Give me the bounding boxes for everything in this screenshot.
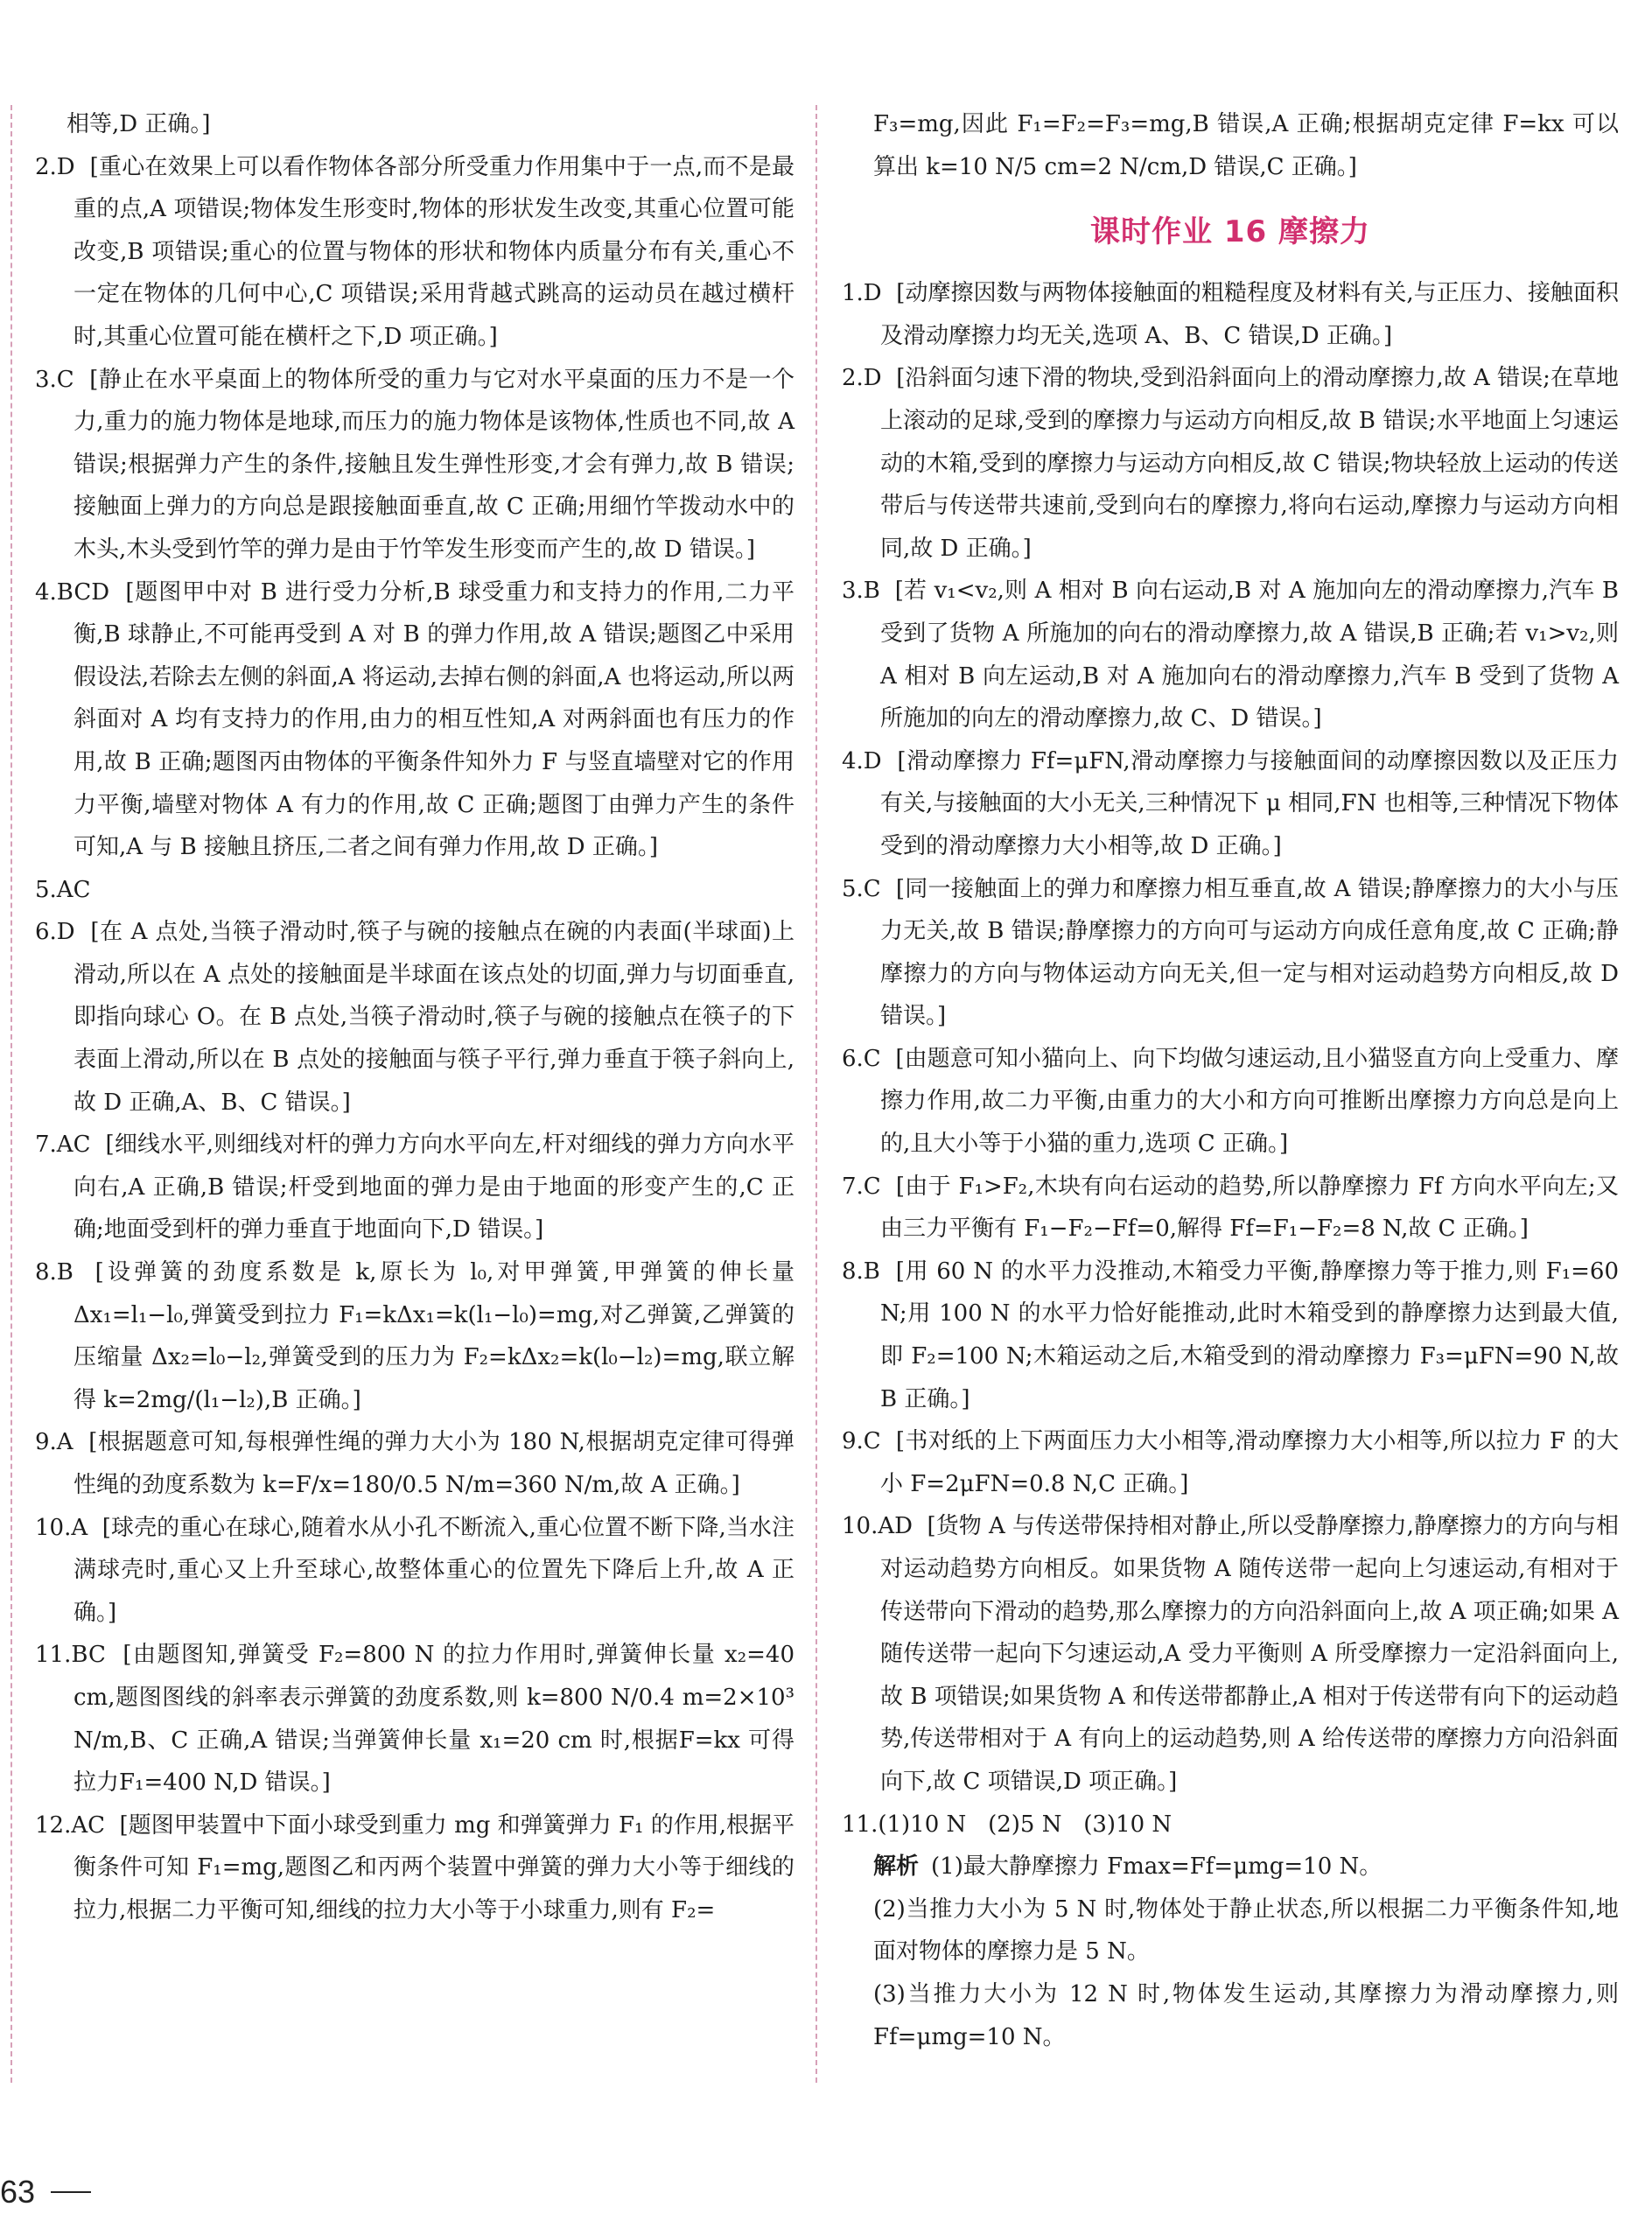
answer-item-4: 4.BCD [题图甲中对 B 进行受力分析,B 球受重力和支持力的作用,二力平衡,B 球静止,不可能再受到 A 对 B 的弹力作用,故 A 错误;题图乙中采用假设法,若除去左侧的斜面,A 将运动,去掉右侧的斜面,A 也将运动,所以两斜面对 A 均有支持力的作用,由力的相互性知,A 对两斜面也有压力的作用,故 B 正确;题图丙由物体的平衡条件知外力 F 与竖直墙壁对它的作用力平衡,墙壁对物体 A 有力的作用,故 C 正确;题图丁由弹力产生的条件可知,A 与 B 接触且挤压,二者之间有弹力作用,故 D 正确。] (35, 578, 794, 861)
answer-item-10: 10.AD [货物 A 与传送带保持相对静止,所以受静摩擦力,静摩擦力的方向与相对运动趋势方向相反。如果货物 A 随传送带一起向上匀速运动,有相对于传送带向下滑动的趋势,那么摩擦力的方向沿斜面向上,故 A 项正确;如果 A 随传送带一起向下匀速运动,A 受力平衡则 A 所受摩擦力一定沿斜面向上,故 B 项错误;如果货物 A 和传送带都静止,A 相对于传送带有向下的运动趋势,传送带相对于 A 有向上的运动趋势,则 A 给传送带的摩擦力方向沿斜面向下,故 C 项错误,D 项正确。] (842, 1513, 1627, 1795)
answer-item-9: 9.C [书对纸的上下两面压力大小相等,滑动摩擦力大小相等,所以拉力 F 的大小 F=2μFN=0.8 N,C 正确。] (842, 1428, 1619, 1497)
answer-item-7: 7.C [由于 F₁>F₂,木块有向右运动的趋势,所以静摩擦力 Ff 方向水平向左;又由三力平衡有 F₁−F₂−Ff=0,解得 Ff=F₁−F₂=8 N,故 C 正确。] (842, 1173, 1619, 1243)
answer-item-4: 4.D [滑动摩擦力 Ff=μFN,滑动摩擦力与接触面间的动摩擦因数以及正压力有关,与接触面的大小无关,三种情况下 μ 相同,FN 也相等,三种情况下物体受到的滑动摩擦力大小相等,故 D 正确。] (842, 747, 1619, 859)
answer-item-9: 9.A [根据题意可知,每根弹性绳的弹力大小为 180 N,根据胡克定律可得弹性绳的劲度系数为 k=F/x=180/0.5 N/m=360 N/m,故 A 正确。] (35, 1429, 794, 1498)
left-column (35, 103, 802, 1932)
analysis-line-2: (2)当推力大小为 5 N 时,物体处于静止状态,所以根据二力平衡条件知,地面对物体的摩擦力是 5 N。 (873, 1895, 1619, 1965)
answer-item-7: 7.AC [细线水平,则细线对杆的弹力方向水平向左,杆对细线的弹力方向水平向右,A 正确,B 错误;杆受到地面的弹力是由于地面的形变产生的,C 正确;地面受到杆的弹力垂直于地面向下,D 错误。] (35, 1132, 794, 1244)
analysis-line-3: (3)当推力大小为 12 N 时,物体发生运动,其摩擦力为滑动摩擦力,则 Ff=μmg=10 N。 (873, 1980, 1627, 2050)
answer-item-5: 5.AC (35, 876, 91, 903)
answer-item-2: 2.D [重心在效果上可以看作物体各部分所受重力作用集中于一点,而不是最重的点,A 项错误;物体发生形变时,物体的形状发生改变,其重心位置可能改变,B 项错误;重心的位置与物体的形状和物体内质量分布有关,重心不一定在物体的几何中心,C 项错误;采用背越式跳高的运动员在越过横杆时,其重心位置可能在横杆之下,D 项正确。] (35, 153, 794, 350)
answer-item-3: 3.C [静止在水平桌面上的物体所受的重力与它对水平桌面的压力不是一个力,重力的施力物体是地球,而压力的施力物体是该物体,性质也不同,故 A 错误;根据弹力产生的条件,接触且发生弹性形变,才会有弹力,故 B 错误;接触面上弹力的方向总是跟接触面垂直,故 C 正确;用细竹竿拨动水中的木头,木头受到竹竿的弹力是由于竹竿发生形变而产生的,故 D 错误。] (35, 366, 802, 563)
column-divider (816, 105, 817, 2083)
analysis-line-1 (842, 1846, 1619, 1888)
answer-item-12: 12.AC [题图甲装置中下面小球受到重力 mg 和弹簧弹力 F₁ 的作用,根据平衡条件可知 F₁=mg,题图乙和丙两个装置中弹簧的弹力大小等于细线的拉力,根据二力平衡可知,细线的拉力大小等于小球重力,则有 F₂= (35, 1811, 794, 1923)
answer-item-1: 1.D [动摩擦因数与两物体接触面的粗糙程度及材料有关,与正压力、接触面积及滑动摩擦力均无关,选项 A、B、C 错误,D 正确。] (842, 280, 1619, 349)
page-number-dash (51, 2191, 91, 2193)
answer-item-8: 8.B [用 60 N 的水平力没推动,木箱受力平衡,静摩擦力等于推力,则 F₁=60 N;用 100 N 的水平力恰好能推动,此时木箱受到的静摩擦力达到最大值,即 F₂=100 N;木箱运动之后,木箱受到的滑动摩擦力 F₃=μFN=90 N,故 B 正确。] (842, 1258, 1627, 1412)
answer-item-3: 3.B [若 v₁<v₂,则 A 相对 B 向右运动,B 对 A 施加向左的滑动摩擦力,汽车 B 受到了货物 A 所施加的向右的滑动摩擦力,故 A 错误,B 正确;若 v₁>v₂,则 A 相对 B 向左运动,B 对 A 施加向右的滑动摩擦力,汽车 B 受到了货物 A 所施加的向左的滑动摩擦力,故 C、D 错误。] (842, 578, 1627, 732)
answer-item-10: 10.A [球壳的重心在球心,随着水从小孔不断流入,重心位置不断下降,当水注满球壳时,重心又上升至球心,故整体重心的位置先下降后上升,故 A 正确。] (35, 1514, 794, 1626)
section-title: 课时作业 16 摩擦力 (1090, 214, 1370, 250)
answer-item-6: 6.D [在 A 点处,当筷子滑动时,筷子与碗的接触点在碗的内表面(半球面)上滑动,所以在 A 点处的接触面是半球面在该点处的切面,弹力与切面垂直,即指向球心 O。在 B 点处,当筷子滑动时,筷子与碗的接触点在筷子的下表面上滑动,所以在 B 点处的接触面与筷子平行,弹力垂直于筷子斜向上,故 D 正确,A、B、C 错误。] (35, 919, 794, 1116)
answer-item-11: 11.(1)10 N (2)5 N (3)10 N (842, 1811, 1172, 1838)
answer-item-5: 5.C [同一接触面上的弹力和摩擦力相互垂直,故 A 错误;静摩擦力的大小与压力无关,故 B 错误;静摩擦力的方向可与运动方向成任意角度,故 C 正确;静摩擦力的方向与物体运动方向无关,但一定与相对运动趋势方向相反,故 D 错误。] (842, 875, 1627, 1030)
answer-continuation: F₃=mg,因此 F₁=F₂=F₃=mg,B 错误,A 正确;根据胡克定律 F=kx 可以算出 k=10 N/5 cm=2 N/cm,D 错误,C 正确。] (873, 111, 1619, 180)
answer-item-8: 8.B [设弹簧的劲度系数是 k,原长为 l₀,对甲弹簧,甲弹簧的伸长量 Δx₁=l₁−l₀,弹簧受到拉力 F₁=kΔx₁=k(l₁−l₀)=mg,对乙弹簧,乙弹簧的压缩量 Δx₂=l₀−l₂,弹簧受到的压力为 F₂=kΔx₂=k(l₀−l₂)=mg,联立解得 k=2mg/(l₁−l₂),B 正确。] (35, 1259, 802, 1413)
right-column (842, 103, 1627, 2058)
answer-item-11: 11.BC [由题图知,弹簧受 F₂=800 N 的拉力作用时,弹簧伸长量 x₂=40 cm,题图图线的斜率表示弹簧的劲度系数,则 k=800 N/0.4 m=2×10³ N/m,B、C 正确,A 错误;当弹簧伸长量 x₁=20 cm 时,根据F=kx 可得拉力F₁=400 N,D 错误。] (35, 1642, 802, 1797)
answer-continuation: 相等,D 正确。] (66, 111, 211, 137)
analysis-text: (1)最大静摩擦力 Fmax=Ff=μmg=10 N。 (931, 1853, 1382, 1881)
answer-item-6: 6.C [由题意可知小猫向上、向下均做匀速运动,且小猫竖直方向上受重力、摩擦力作用,故二力平衡,由重力的大小和方向可推断出摩擦力方向总是向上的,且大小等于小猫的重力,选项 C 正确。] (842, 1045, 1619, 1158)
answer-item-2: 2.D [沿斜面匀速下滑的物块,受到沿斜面向上的滑动摩擦力,故 A 错误;在草地上滚动的足球,受到的摩擦力与运动方向相反,故 B 错误;水平地面上匀速运动的木箱,受到的摩擦力与运动方向相反,故 C 错误;物块轻放上运动的传送带后与传送带共速前,受到向右的摩擦力,将向右运动,摩擦力与运动方向相同,故 D 正确。] (842, 365, 1619, 562)
page-number: 63 (0, 2174, 36, 2210)
analysis-label: 解析 (873, 1853, 920, 1881)
left-margin-line (10, 105, 12, 2083)
